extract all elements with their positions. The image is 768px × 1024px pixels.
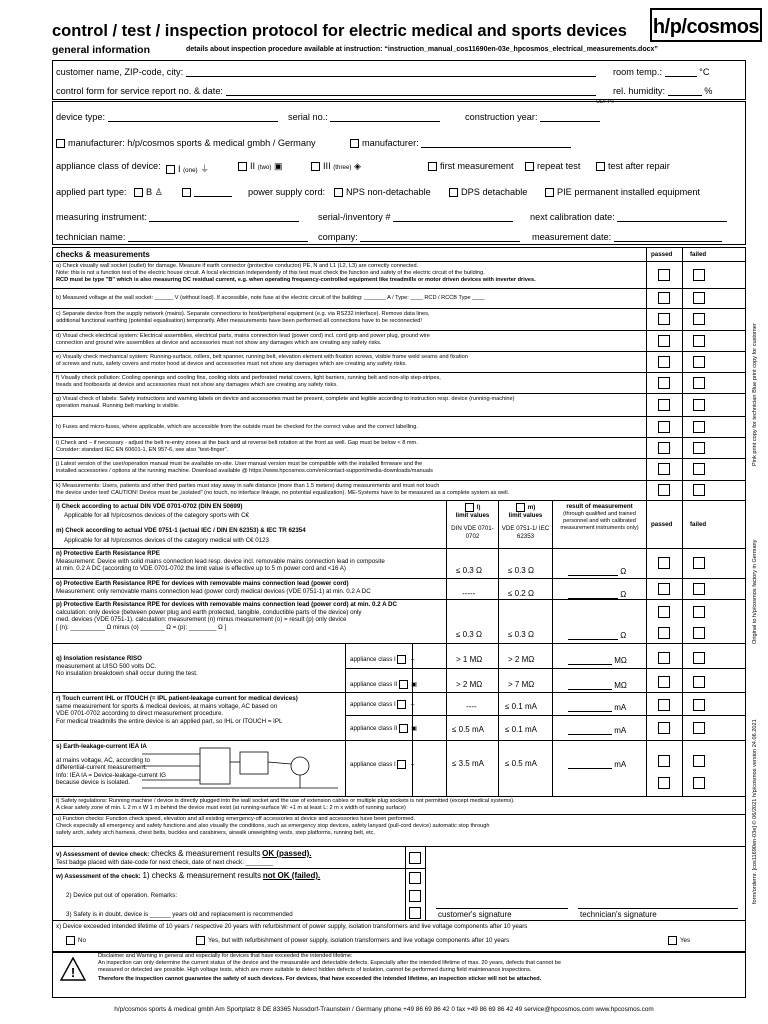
s-failed[interactable]	[693, 755, 705, 767]
col-l-checkbox[interactable]	[465, 503, 474, 512]
check-d-failed[interactable]	[693, 335, 705, 347]
failed-header-2: failed	[690, 521, 707, 528]
r1-result[interactable]: mA	[568, 702, 626, 712]
o-limit-m: ≤ 0.2 Ω	[508, 589, 534, 598]
r1-failed[interactable]	[693, 699, 705, 711]
class-i-option[interactable]: I (one) ⏚	[166, 161, 209, 175]
check-c-failed[interactable]	[693, 313, 705, 325]
applied-part-other-option[interactable]	[182, 187, 232, 197]
check-i-passed[interactable]	[658, 442, 670, 454]
technician-signature[interactable]: technician's signature	[580, 910, 657, 919]
double-insulation-icon: ▣	[273, 161, 283, 171]
s-limit-m: ≤ 0.5 mA	[505, 759, 537, 768]
construction-year-field[interactable]: construction year:	[465, 112, 600, 122]
failed-header: failed	[690, 251, 707, 258]
o-limit-l: -----	[462, 589, 476, 598]
s-result[interactable]: mA	[568, 759, 626, 769]
col-m-header: m) limit values	[508, 504, 543, 519]
side-form-note: form/ordernr. [cos11690en-03e] © 06/2021 h/p/cosmos version 24.06.2021	[752, 719, 758, 904]
check-k-failed[interactable]	[693, 484, 705, 496]
page-title: control / test / inspection protocol for electric medical and sports devices	[52, 22, 627, 40]
class-iii-option[interactable]: III (three) ◈	[311, 161, 361, 172]
check-b-passed[interactable]	[658, 292, 670, 304]
check-g-passed[interactable]	[658, 399, 670, 411]
dps-option[interactable]: DPS detachable	[449, 187, 527, 197]
w3-checkbox[interactable]	[409, 907, 421, 919]
person-icon: ♙	[154, 187, 163, 197]
assessment-w2: 2) Device put out of operation. Remarks:	[66, 892, 178, 899]
section-l-title: l) Check according to actual DIN VDE 0701-0702 (DIN EN 50699)	[56, 503, 243, 510]
pie-option[interactable]: PIE permanent installed equipment	[545, 187, 700, 197]
check-b: b) Measured voltage at the wall socket: ______ V (without load). If accessible, note fuse at the electric circuit of the building: _______ A / Type: ____ RCD / RCCB Type ____	[56, 295, 485, 301]
earth-symbol-icon: ⏚	[200, 164, 210, 174]
section-m-sub: Applicable for all h/p/cosmos devices of the category medical with C€ 0123	[64, 537, 269, 544]
check-f: f) Visually check pollution: Cooling openings and cooling fins, cooling slots and perforated metal covers, light barriers, running belt and non-slip step-stripes, treads and footboards at device and accessories must not show any damages which are creating any safety risks.	[56, 375, 441, 388]
s-passed-2[interactable]	[658, 777, 670, 789]
p-limit-m: ≤ 0.3 Ω	[508, 630, 534, 639]
customer-field[interactable]: customer name, ZIP-code, city:	[56, 67, 596, 77]
check-f-passed[interactable]	[658, 377, 670, 389]
checks-heading: checks & measurements	[56, 250, 150, 259]
side-origin-note: Original to h/p/cosmos factory in Germany	[752, 539, 758, 644]
col-l-standard: DIN VDE 0701- 0702	[451, 525, 494, 540]
device-box	[52, 101, 746, 245]
side-copy-note: Pink print copy for technician Blue print copy for customer	[752, 323, 758, 466]
check-d: d) Visual check electrical system: Electrical assemblies, electrical parts, mains connection lead (power cord) incl. cord grip and power plug, ground wire connection and ground wire assemblies at device and accessories must not show any damages which are creating any safety risks.	[56, 333, 430, 346]
check-k-passed[interactable]	[658, 484, 670, 496]
r-class-i: appliance class I ⏚	[350, 701, 416, 709]
measure-o: o) Protective Earth Resistance RPE for devices with removable mains connection lead (power cord) Measurement: only removable mains connection lead (power cord) medical devices (VDE 0751-1) at min. 0.2 A DC	[56, 580, 371, 595]
check-h-passed[interactable]	[658, 421, 670, 433]
n-failed[interactable]	[693, 557, 705, 569]
measure-n: n) Protective Earth Resistance RPE Measurement: Device with solid mains connection lead resp. device incl. removable mains connection lead in composite at min. 0.2 A DC (according to VDE 0701-0702 the limit value is effective up to 5 m power cord and <16 A)	[56, 550, 385, 573]
measure-r: r) Touch current IHL or ITOUCH (= IPL patient-leakage current for medical devices) same measurement for sports & medical devices, at mains voltage, AC based on VDE 0701-0702 according to direct measurement procedure. For medical treadmills the entire device is an applied part, so IHL or ITOUCH = IPL	[56, 695, 298, 725]
earth-symbol-icon: ⏚	[409, 701, 416, 709]
r2-limit-m: ≤ 0.1 mA	[505, 725, 537, 734]
check-d-passed[interactable]	[658, 335, 670, 347]
n-passed[interactable]	[658, 557, 670, 569]
passed-header-2: passed	[651, 521, 673, 528]
measure-s: s) Earth-leakage-current IEA IA at mains voltage, AC, according to differential-current measurement. Info: IEA IA = Device-leakage-current IG because device is isolated.	[56, 743, 166, 787]
earth-symbol-icon: ⏚	[409, 761, 416, 769]
disclaimer-text: Disclaimer and Warning in general and especially for devices that have exceeded the intended lifetime: An inspection can only determine the current status of the device and the measurable and detectable defects. Especially after the intended lifetime of max. 20 years, defects that cannot be measured or detected are possible. High voltage tests, which are more suitable to detect hidden defects of isolation, cannot be performed during field maintenance inspections. Therefore the inspection cannot guarantee the safety of such devices. For devices, that have exceeded the intended lifetime, an inspection sticker will not be attached.	[98, 953, 562, 982]
check-e-passed[interactable]	[658, 356, 670, 368]
o-failed[interactable]	[693, 583, 705, 595]
check-a-failed[interactable]	[693, 269, 705, 281]
r2-passed[interactable]	[658, 722, 670, 734]
footer-address: h/p/cosmos sports & medical gmbh Am Sportplatz 8 DE 83365 Nussdorf-Traunstein / Germany phone +49 86 69 86 42 0 fax +49 86 69 86 42 49 service@hpcosmos.com www.hpcosmos.com	[114, 1006, 654, 1013]
r1-limit-m: ≤ 0.1 mA	[505, 702, 537, 711]
s-passed[interactable]	[658, 755, 670, 767]
assessment-v: v) Assessment of device check: checks & measurement results OK (passed). Test badge placed with date-code for next check, date of next check: ________	[56, 849, 312, 866]
s-failed-2[interactable]	[693, 777, 705, 789]
check-t: t) Safety regulations: Running machine / device is directly plugged into the wall socket and the use of extension cables or multiple plug sockets is not permitted (except medical systems). A clear safety zone of min. L 2 m x W 1 m behind the device must exist (at running-surface W: +1 m at least L: 2 m x width of running surface)	[56, 798, 515, 811]
p-limit-l: ≤ 0.3 Ω	[456, 630, 482, 639]
v-ok-checkbox[interactable]	[409, 852, 421, 864]
check-j-passed[interactable]	[658, 463, 670, 475]
check-e: e) Visually check mechanical system: Running-surface, rollers, belt spanner, running belt, elevation element with fixation screws, visible frame weld seams and fixation of screws and nuts, safety covers and motor hood at device and accessories must not show any damages which are creating any safety risks.	[56, 354, 468, 367]
measuring-instrument-field[interactable]: measuring instrument:	[56, 212, 299, 222]
check-a-passed[interactable]	[658, 269, 670, 281]
n-result[interactable]: Ω	[568, 566, 626, 576]
applied-part-label: applied part type:	[56, 187, 127, 197]
r1-limit-l: ----	[466, 702, 477, 711]
check-g: g) Visual check of labels: Safety instructions and warning labels on device and accessories must be present, complete and legible according to instruction resp. device (running-machine) operation manual. Running belt marking is visible.	[56, 396, 515, 409]
svg-text:!: !	[70, 965, 76, 980]
x-yes-option[interactable]: Yes	[668, 936, 690, 945]
p-failed-2[interactable]	[693, 627, 705, 639]
customer-signature[interactable]: customer's signature	[438, 910, 512, 919]
w1-checkbox[interactable]	[409, 872, 421, 884]
q2-limit-m: > 7 MΩ	[508, 680, 535, 689]
q1-result[interactable]: MΩ	[568, 655, 627, 665]
assessment-x: x) Device exceeded intended lifetime of 10 years / respective 20 years with refurbishment of power supply, isolation transformers and live voltage components after 10 years	[56, 923, 528, 930]
check-c: c) Separate device from the supply network (mains). Separate connections to host/peripheral equipment (e.g. via RS232 interface). Remove data lines, additional functional earthing (potential equalisation) temporarily. After measurements have been performed all connections have to be reconnected!	[56, 311, 430, 324]
check-c-passed[interactable]	[658, 313, 670, 325]
measure-q: q) Insolation resistance RISO measurement at UISO 500 volts DC. No insulation breakdown shall occur during the test.	[56, 655, 198, 678]
q2-limit-l: > 2 MΩ	[456, 680, 483, 689]
double-insulation-icon: ▣	[411, 681, 418, 689]
col-m-checkbox[interactable]	[516, 503, 525, 512]
q1-limit-l: > 1 MΩ	[456, 655, 483, 664]
o-passed[interactable]	[658, 583, 670, 595]
check-i-failed[interactable]	[693, 442, 705, 454]
q-class-i: appliance class I ⏚	[350, 656, 416, 664]
col-l-header: l) limit values	[455, 504, 490, 519]
applied-part-b-option[interactable]: B ♙	[134, 187, 163, 198]
p-passed-2[interactable]	[658, 627, 670, 639]
r-class-i-checkbox[interactable]	[397, 700, 406, 709]
leakage-circuit-diagram	[140, 742, 340, 792]
result-header: result of measurement (through qualified and trained personnel and with calibrated measurement instruments only)	[560, 503, 639, 531]
class-iii-icon: ◈	[354, 161, 362, 171]
r2-limit-l: ≤ 0.5 mA	[452, 725, 484, 734]
repeat-test-option[interactable]: repeat test	[525, 161, 580, 171]
earth-symbol-icon: ⏚	[409, 656, 416, 664]
check-i: i) Check and – if necessary - adjust the belt re-entry zones at the back and at reverse belt rotation at the front as well. Gap must be below < 8 mm. Consider: standard IEC EN 60601-1, EN 957-6, see also "test-finger".	[56, 440, 418, 453]
instruction-note: details about inspection procedure available at instruction: “instruction_manual_cos11690en-03e_hpcosmos_electrical_measurements.docx”	[186, 46, 658, 53]
passed-header: passed	[651, 251, 673, 258]
serial-inventory-field[interactable]: serial-/inventory #	[318, 212, 513, 222]
check-b-failed[interactable]	[693, 292, 705, 304]
serial-field[interactable]: serial no.:	[288, 112, 440, 122]
q-class-ii: appliance class II ▣	[350, 681, 418, 689]
q2-failed[interactable]	[693, 676, 705, 688]
assessment-w: w) Assessment of the check: 1) checks & measurement results not OK (failed).	[56, 871, 321, 880]
next-calibration-field[interactable]: next calibration date:	[530, 212, 727, 222]
o-result[interactable]: Ω	[568, 589, 626, 599]
s-class-i-checkbox[interactable]	[397, 760, 406, 769]
check-e-failed[interactable]	[693, 356, 705, 368]
check-k: k) Measurements: Users, patients and other third parties must stay away in safe distance (more than 1.5 meters) during measurements and must not touch the device under test! CAUTION! Device must be „isolated" (no touch, no interface linkage, no potential equalization). ME-Systems have to be measured as a complete system as well.	[56, 483, 510, 496]
q2-result[interactable]: MΩ	[568, 680, 627, 690]
check-h-failed[interactable]	[693, 421, 705, 433]
x-refurb-option[interactable]: Yes, but with refurbishment of power supply, isolation transformers and live voltage components after 10 years	[196, 936, 509, 945]
q1-failed[interactable]	[693, 652, 705, 664]
r2-failed[interactable]	[693, 722, 705, 734]
check-a: a) Check visually wall socket (outlet) for damage. Measure if earth connector (protective conductor) PE, N and L1 (L2, L3) are correctly connected. Note: this is not a function test of the electric house circuit. A local electrician independently of this test must check the function and safety of the electric circuit of the building. RCD must be type "B" which is also measuring DC residual current, e.g. when operating frequency-controlled equipment like treadmills or motor driven devices with inverter drives.	[56, 263, 536, 283]
section-m-title: m) Check according to actual VDE 0751-1 (actual IEC / DIN EN 62353) & IEC TR 62354	[56, 527, 306, 534]
check-u: u) Function checks: Function check speed, elevation and all existing emergency-off accessories at device and accessories have been performed. Check especially all emergency and safety functions and also visually the conditions, such as emergency stop devices, safety lanyard (pull-cord device) automatic stop through safety arch, safety arch harness, chest belts, buckles and carabiners, airwalk unweighting vests, step platforms, running belt, etc.	[56, 816, 490, 836]
check-j: j) Latest version of the user/operation manual must be available on-site. User manual version must be compatible with the installed firmware and the installed accessories / options at the running machine. Download available @ https://www.hpcosmos.com/en/contact-support/media-downloads/manuals	[56, 461, 433, 474]
q-class-ii-checkbox[interactable]	[399, 680, 408, 689]
measure-p: p) Protective Earth Resistance RPE for devices with removable mains connection lead (power cord) at min. 0.2 A DC calculation: only device (between power plug and earth protected, tangible, conductible parts of the device) only med. devices (VDE 0751-1). calculation: measurement (n) minus measurement (o) = result (p) only device [ (n): __________ Ω minus (o) _______ Ω = (p): ________ Ω ]	[56, 601, 397, 631]
company-field[interactable]: company:	[318, 232, 520, 242]
appliance-class-label: appliance class of device:	[56, 161, 161, 171]
assessment-w3: 3) Safety is in doubt, device is ______ years old and replacement is recommended	[66, 911, 293, 918]
general-info-heading: general information	[52, 44, 151, 56]
r-class-ii-checkbox[interactable]	[399, 724, 408, 733]
technician-field[interactable]: technician name:	[56, 232, 308, 242]
col-m-standard: VDE 0751-1/ IEC 62353	[501, 525, 550, 540]
n-limit-l: ≤ 0.3 Ω	[456, 566, 482, 575]
r2-result[interactable]: mA	[568, 725, 626, 735]
first-measurement-option[interactable]: first measurement	[428, 161, 514, 171]
q-class-i-checkbox[interactable]	[397, 655, 406, 664]
r1-passed[interactable]	[658, 699, 670, 711]
room-temp-field[interactable]: room temp.: °C	[613, 67, 710, 77]
s-limit-l: ≤ 3.5 mA	[452, 759, 484, 768]
warning-icon	[60, 956, 86, 982]
check-h: h) Fuses and micro-fuses, where applicable, which are accessible from the outside must be checked for the correct value and the correct labelling.	[56, 424, 418, 430]
manufacturer-hp-option[interactable]: manufacturer: h/p/cosmos sports & medical gmbh / Germany	[56, 138, 316, 148]
x-no-option[interactable]: No	[66, 936, 86, 945]
measurement-date-field[interactable]: measurement date:	[532, 232, 722, 242]
p-result[interactable]: Ω	[568, 630, 626, 640]
q1-limit-m: > 2 MΩ	[508, 655, 535, 664]
p-passed[interactable]	[658, 606, 670, 618]
s-class-i: appliance class I ⏚	[350, 761, 416, 769]
r-class-ii: appliance class II ▣	[350, 725, 418, 733]
test-after-repair-option[interactable]: test after repair	[596, 161, 670, 171]
section-l-sub: Applicable for all h/p/cosmos devices of the category sports with C€	[64, 512, 250, 519]
humidity-field[interactable]: rel. humidity: %	[613, 86, 713, 96]
q1-passed[interactable]	[658, 652, 670, 664]
q2-passed[interactable]	[658, 676, 670, 688]
control-form-field[interactable]: control form for service report no. & date:	[56, 86, 596, 96]
class-ii-option[interactable]: II (two) ▣	[238, 161, 283, 172]
device-type-field[interactable]: device type:	[56, 112, 278, 122]
manufacturer-other-option[interactable]: manufacturer:	[350, 138, 571, 148]
power-cord-label: power supply cord:	[248, 187, 326, 197]
check-j-failed[interactable]	[693, 463, 705, 475]
company-logo: h/p/cosmos	[650, 8, 762, 42]
w2-checkbox[interactable]	[409, 890, 421, 902]
double-insulation-icon: ▣	[411, 725, 418, 733]
n-limit-m: ≤ 0.3 Ω	[508, 566, 534, 575]
check-g-failed[interactable]	[693, 399, 705, 411]
p-failed[interactable]	[693, 606, 705, 618]
udi-label: UDI-PI:	[596, 99, 615, 105]
nps-option[interactable]: NPS non-detachable	[334, 187, 431, 197]
check-f-failed[interactable]	[693, 377, 705, 389]
